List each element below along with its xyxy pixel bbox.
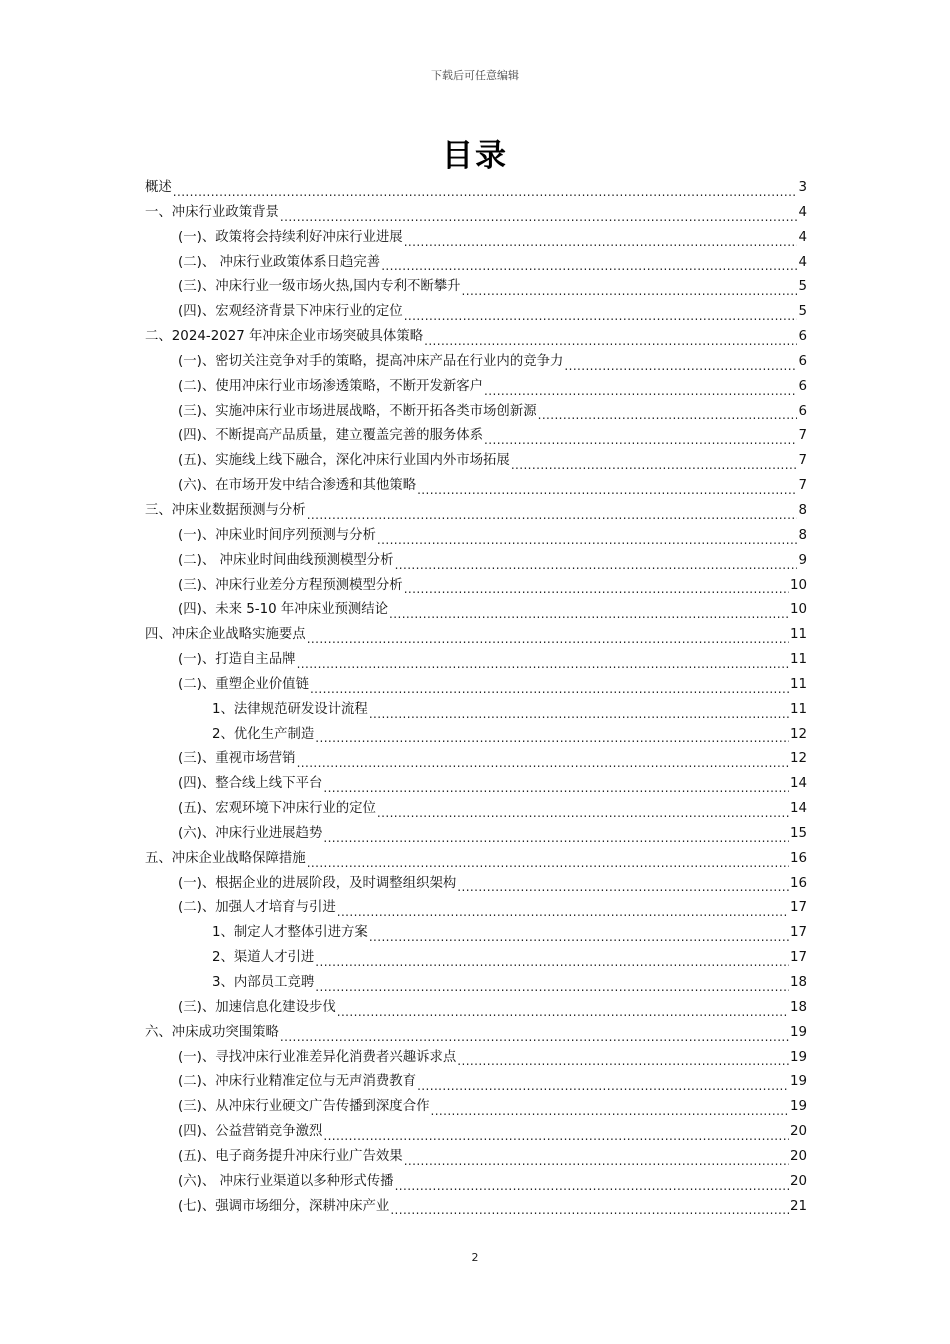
toc-entry[interactable] — [145, 1120, 807, 1145]
toc-entry-page: 21 — [789, 1198, 807, 1214]
toc-entry-label: (一)、冲床业时间序列预测与分析 — [178, 527, 376, 543]
toc-dot-leader — [315, 723, 789, 748]
toc-entry-label: (一)、寻找冲床行业准差异化消费者兴趣诉求点 — [178, 1049, 457, 1065]
toc-entry-label: (二)、重塑企业价值链 — [178, 676, 309, 692]
toc-entry-label: 3、内部员工竞聘 — [212, 975, 315, 990]
toc-entry-page: 15 — [789, 825, 807, 841]
toc-entry-page: 11 — [789, 652, 807, 668]
toc-entry[interactable] — [145, 400, 807, 425]
toc-entry-page: 9 — [798, 552, 807, 568]
toc-dot-leader — [377, 524, 798, 549]
toc-entry[interactable] — [145, 971, 807, 996]
toc-dot-leader — [310, 673, 789, 698]
toc-dot-leader — [369, 698, 789, 723]
toc-dot-leader — [307, 499, 798, 524]
toc-entry[interactable] — [145, 549, 807, 574]
toc-dot-leader — [377, 797, 789, 822]
toc-entry[interactable] — [145, 772, 807, 797]
toc-entry-page: 8 — [798, 502, 807, 518]
toc-dot-leader — [511, 449, 798, 474]
toc-dot-leader — [484, 375, 797, 400]
toc-dot-leader — [297, 747, 789, 772]
toc-entry-page: 6 — [798, 353, 807, 369]
toc-entry-page: 4 — [798, 204, 807, 220]
toc-dot-leader — [280, 1021, 789, 1046]
toc-entry-page: 18 — [789, 975, 807, 990]
toc-entry-label: (三)、加速信息化建设步伐 — [178, 999, 336, 1015]
toc-entry-page: 14 — [789, 776, 807, 792]
toc-entry[interactable] — [145, 797, 807, 822]
toc-entry-page: 19 — [789, 1074, 807, 1090]
toc-entry[interactable] — [145, 723, 807, 748]
toc-entry-label: (四)、未来 5-10 年冲床业预测结论 — [178, 602, 389, 618]
toc-entry[interactable] — [145, 921, 807, 946]
toc-entry-page: 6 — [798, 378, 807, 394]
toc-entry-label: 二、2024-2027 年冲床企业市场突破具体策略 — [145, 329, 424, 345]
toc-entry-page: 4 — [798, 229, 807, 245]
toc-entry[interactable] — [145, 474, 807, 499]
toc-entry-page: 14 — [789, 801, 807, 817]
page-header: 下载后可任意编辑 — [431, 69, 519, 82]
page-number: 2 — [471, 1251, 479, 1264]
toc-entry-label: (二)、使用冲床行业市场渗透策略，不断开发新客户 — [178, 378, 484, 394]
toc-dot-leader — [404, 1145, 789, 1170]
toc-entry[interactable] — [145, 524, 807, 549]
toc-entry-page: 5 — [798, 279, 807, 295]
toc-dot-leader — [280, 201, 798, 226]
toc-entry-page: 12 — [789, 751, 807, 767]
toc-dot-leader — [369, 921, 789, 946]
toc-entry-page: 7 — [798, 428, 807, 444]
toc-dot-leader — [315, 971, 789, 996]
toc-dot-leader — [404, 300, 798, 325]
toc-dot-leader — [337, 896, 789, 921]
toc-entry[interactable] — [145, 1095, 807, 1120]
toc-entry-page: 17 — [789, 900, 807, 916]
toc-dot-leader — [297, 648, 789, 673]
toc-entry[interactable] — [145, 375, 807, 400]
toc-entry-page: 16 — [789, 850, 807, 866]
toc-entry-page: 7 — [798, 453, 807, 469]
toc-entry-label: (四)、不断提高产品质量，建立覆盖完善的服务体系 — [178, 428, 484, 444]
toc-entry-page: 11 — [789, 701, 807, 717]
toc-dot-leader — [390, 1195, 789, 1220]
toc-entry-page: 4 — [798, 254, 807, 270]
toc-entry-label: (四)、整合线上线下平台 — [178, 776, 323, 792]
toc-entry-label: (一)、根据企业的进展阶段，及时调整组织架构 — [178, 875, 457, 891]
toc-entry-page: 5 — [798, 304, 807, 320]
toc-entry-page: 7 — [798, 478, 807, 494]
toc-entry[interactable] — [145, 201, 807, 226]
toc-entry-page: 20 — [789, 1148, 807, 1164]
toc-dot-leader — [323, 1120, 789, 1145]
toc-entry[interactable] — [145, 623, 807, 648]
toc-entry[interactable] — [145, 822, 807, 847]
toc-entry-page: 16 — [789, 875, 807, 891]
toc-entry[interactable] — [145, 176, 807, 201]
toc-dot-leader — [417, 1070, 789, 1095]
toc-entry-label: 1、制定人才整体引进方案 — [212, 925, 368, 941]
toc-dot-leader — [323, 822, 789, 847]
toc-entry-label: 概述 — [145, 180, 172, 195]
toc-entry-label: 1、法律规范研发设计流程 — [212, 701, 368, 717]
toc-entry-label: 2、渠道人才引进 — [212, 950, 315, 966]
toc-title: 目录 — [442, 138, 508, 174]
toc-dot-leader — [337, 996, 789, 1021]
toc-dot-leader — [424, 325, 797, 350]
toc-entry-page: 18 — [789, 999, 807, 1015]
toc-entry-label: (三)、从冲床行业硬文广告传播到深度合作 — [178, 1099, 430, 1115]
toc-entry-page: 11 — [789, 676, 807, 692]
toc-entry-label: (二)、冲床行业精准定位与无声消费教育 — [178, 1074, 417, 1090]
toc-entry-page: 19 — [789, 1024, 807, 1040]
toc-dot-leader — [538, 400, 798, 425]
toc-dot-leader — [173, 176, 798, 201]
toc-entry[interactable] — [145, 1195, 807, 1220]
toc-entry[interactable] — [145, 1145, 807, 1170]
toc-entry-label: (一)、密切关注竞争对手的策略，提高冲床产品在行业内的竞争力 — [178, 353, 564, 369]
toc-entry[interactable] — [145, 996, 807, 1021]
toc-entry-label: (四)、公益营销竞争激烈 — [178, 1124, 323, 1140]
toc-entry[interactable] — [145, 1170, 807, 1195]
toc-entry-label: 四、冲床企业战略实施要点 — [145, 627, 306, 643]
toc-entry-label: (二)、 冲床业时间曲线预测模型分析 — [178, 552, 394, 568]
toc-entry-page: 10 — [789, 577, 807, 593]
toc-entry[interactable] — [145, 698, 807, 723]
toc-entry-page: 3 — [798, 180, 807, 195]
toc-entry[interactable] — [145, 449, 807, 474]
toc-entry-page: 10 — [789, 602, 807, 618]
toc-entry-page: 20 — [789, 1124, 807, 1140]
toc-entry[interactable] — [145, 1070, 807, 1095]
toc-entry-label: (一)、政策将会持续利好冲床行业进展 — [178, 229, 403, 245]
toc-entry[interactable] — [145, 1021, 807, 1046]
toc-entry[interactable] — [145, 946, 807, 971]
toc-dot-leader — [430, 1095, 788, 1120]
toc-dot-leader — [404, 226, 798, 251]
toc-dot-leader — [389, 598, 789, 623]
toc-entry-label: (三)、重视市场营销 — [178, 751, 296, 767]
toc-entry[interactable] — [145, 673, 807, 698]
toc-entry-page: 12 — [789, 726, 807, 742]
toc-entry[interactable] — [145, 251, 807, 276]
toc-entry-page: 19 — [789, 1049, 807, 1065]
toc-dot-leader — [404, 574, 789, 599]
toc-entry-page: 20 — [789, 1173, 807, 1189]
toc-entry-label: 六、冲床成功突围策略 — [145, 1024, 279, 1040]
toc-entry-page: 6 — [798, 329, 807, 345]
toc-entry-label: (四)、宏观经济背景下冲床行业的定位 — [178, 304, 403, 320]
toc-entry-label: 五、冲床企业战略保障措施 — [145, 850, 306, 866]
table-of-contents — [145, 176, 807, 1219]
toc-dot-leader — [307, 847, 789, 872]
toc-dot-leader — [395, 549, 798, 574]
toc-entry-page: 19 — [789, 1099, 807, 1115]
toc-dot-leader — [381, 251, 797, 276]
toc-entry-label: (一)、打造自主品牌 — [178, 652, 296, 668]
toc-entry-page: 8 — [798, 527, 807, 543]
toc-entry-label: 2、优化生产制造 — [212, 726, 315, 742]
toc-entry-label: (二)、 冲床行业政策体系日趋完善 — [178, 254, 381, 270]
toc-entry[interactable] — [145, 872, 807, 897]
toc-entry[interactable] — [145, 300, 807, 325]
toc-entry-label: (三)、实施冲床行业市场进展战略，不断开拓各类市场创新源 — [178, 403, 537, 419]
toc-dot-leader — [484, 424, 797, 449]
toc-entry-label: (三)、冲床行业差分方程预测模型分析 — [178, 577, 403, 593]
toc-entry-page: 11 — [789, 627, 807, 643]
toc-entry-label: (三)、冲床行业一级市场火热,国内专利不断攀升 — [178, 279, 461, 295]
toc-entry[interactable] — [145, 424, 807, 449]
toc-entry[interactable] — [145, 574, 807, 599]
toc-entry-label: (二)、加强人才培育与引进 — [178, 900, 336, 916]
toc-entry[interactable] — [145, 747, 807, 772]
toc-entry[interactable] — [145, 275, 807, 300]
toc-entry-page: 17 — [789, 950, 807, 966]
toc-entry-label: (七)、强调市场细分，深耕冲床产业 — [178, 1198, 390, 1214]
toc-entry-label: (五)、宏观环境下冲床行业的定位 — [178, 801, 376, 817]
toc-entry[interactable] — [145, 648, 807, 673]
toc-entry-label: (五)、电子商务提升冲床行业广告效果 — [178, 1148, 403, 1164]
toc-entry-page: 17 — [789, 925, 807, 941]
toc-entry[interactable] — [145, 1046, 807, 1071]
toc-entry-label: (六)、 冲床行业渠道以多种形式传播 — [178, 1173, 394, 1189]
toc-entry-label: 一、冲床行业政策背景 — [145, 204, 279, 220]
toc-entry-label: (六)、在市场开发中结合渗透和其他策略 — [178, 478, 417, 494]
toc-dot-leader — [564, 350, 797, 375]
toc-entry-label: 三、冲床业数据预测与分析 — [145, 502, 306, 518]
toc-entry-label: (五)、实施线上线下融合，深化冲床行业国内外市场拓展 — [178, 453, 510, 469]
toc-dot-leader — [315, 946, 789, 971]
toc-entry-label: (六)、冲床行业进展趋势 — [178, 825, 323, 841]
toc-entry[interactable] — [145, 226, 807, 251]
toc-entry-page: 6 — [798, 403, 807, 419]
toc-entry[interactable] — [145, 598, 807, 623]
toc-entry[interactable] — [145, 325, 807, 350]
toc-dot-leader — [395, 1170, 789, 1195]
toc-entry[interactable] — [145, 499, 807, 524]
toc-dot-leader — [307, 623, 789, 648]
toc-dot-leader — [462, 275, 798, 300]
toc-dot-leader — [457, 872, 789, 897]
toc-entry[interactable] — [145, 896, 807, 921]
toc-entry[interactable] — [145, 847, 807, 872]
toc-dot-leader — [323, 772, 789, 797]
toc-dot-leader — [417, 474, 797, 499]
toc-entry[interactable] — [145, 350, 807, 375]
toc-dot-leader — [457, 1046, 789, 1071]
